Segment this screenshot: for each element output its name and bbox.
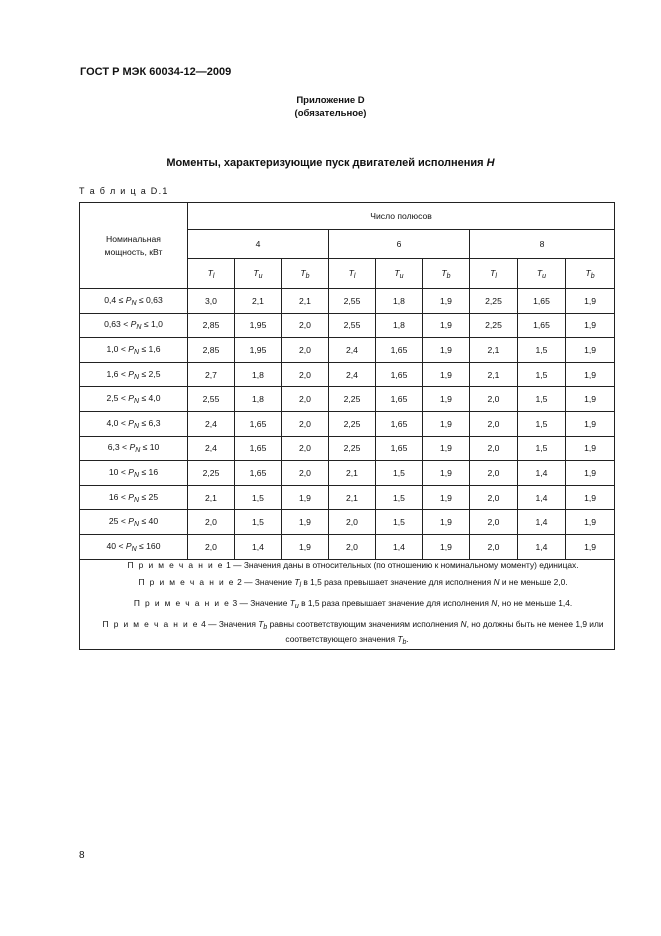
power-op-low: < bbox=[120, 343, 126, 354]
power-symbol: P bbox=[128, 393, 134, 404]
torque-value-cell: 2,0 bbox=[188, 534, 235, 559]
annex-status: (обязательное) bbox=[294, 108, 367, 119]
torque-value-cell: 1,9 bbox=[282, 485, 329, 510]
power-op-low: < bbox=[120, 491, 126, 502]
power-symbol: P bbox=[128, 343, 134, 354]
torque-value-cell: 2,4 bbox=[188, 411, 235, 436]
standard-designation: ГОСТ Р МЭК 60034-12—2009 bbox=[80, 66, 232, 78]
table-row bbox=[80, 362, 615, 387]
torque-header-cell bbox=[470, 259, 518, 289]
torque-value-cell: 1,5 bbox=[376, 485, 423, 510]
torque-header-cell bbox=[329, 259, 376, 289]
poles-value: 6 bbox=[396, 239, 402, 249]
power-subscript: N bbox=[133, 471, 140, 479]
table-row bbox=[80, 485, 615, 510]
torque-header-cell bbox=[566, 259, 615, 289]
torque-value-cell: 2,25 bbox=[188, 461, 235, 486]
torque-subscript: l bbox=[212, 272, 215, 280]
torque-value-cell: 1,9 bbox=[423, 338, 470, 363]
power-symbol: P bbox=[128, 516, 134, 527]
torque-value-cell: 1,9 bbox=[423, 534, 470, 559]
power-high: 1,6 bbox=[148, 343, 161, 354]
torque-value-cell: 2,0 bbox=[470, 387, 518, 412]
power-low: 2,5 bbox=[106, 393, 119, 404]
note-label: П р и м е ч а н и е bbox=[138, 577, 235, 588]
torque-value-cell: 1,9 bbox=[423, 289, 470, 314]
power-op-low: < bbox=[118, 540, 124, 551]
row-header-cell bbox=[80, 203, 188, 289]
torque-symbol: T bbox=[289, 598, 295, 609]
torque-subscript: u bbox=[542, 272, 547, 280]
torque-value-cell: 1,65 bbox=[235, 411, 282, 436]
note-number: 1 bbox=[226, 559, 231, 570]
torque-value-cell: 2,0 bbox=[329, 534, 376, 559]
section-title-text: Моменты, характеризующие пуск двигателей исполнения bbox=[166, 157, 484, 169]
torque-value-cell: 1,5 bbox=[518, 362, 566, 387]
power-op-high: ≤ bbox=[139, 540, 144, 551]
power-high: 16 bbox=[148, 466, 159, 477]
torque-value-cell: 1,9 bbox=[566, 510, 615, 535]
torque-value-cell: 1,65 bbox=[376, 338, 423, 363]
power-subscript: N bbox=[131, 299, 137, 307]
torque-value-cell: 2,55 bbox=[188, 387, 235, 412]
torque-value-cell: 1,9 bbox=[423, 387, 470, 412]
torque-value-cell: 2,25 bbox=[329, 436, 376, 461]
torque-value-cell: 1,65 bbox=[376, 362, 423, 387]
note-text-mid: в 1,5 раза превышает значение для исполнения bbox=[301, 598, 489, 609]
torque-value-cell: 1,4 bbox=[235, 534, 282, 559]
table-row bbox=[80, 411, 615, 436]
torque-value-cell: 1,65 bbox=[235, 461, 282, 486]
note-text-post: , но не меньше 1,4. bbox=[497, 598, 573, 609]
table-row bbox=[80, 338, 615, 363]
torque-value-cell: 1,9 bbox=[423, 485, 470, 510]
torque-value-cell: 1,9 bbox=[423, 411, 470, 436]
torque-value-cell: 1,5 bbox=[518, 436, 566, 461]
torque-value-cell: 2,1 bbox=[235, 289, 282, 314]
note-label: П р и м е ч а н и е bbox=[133, 598, 231, 609]
torque-value-cell: 1,65 bbox=[235, 436, 282, 461]
power-range-cell bbox=[80, 313, 188, 338]
note-text-mid: в 1,5 раза превышает значение для исполнения bbox=[303, 577, 492, 588]
torque-value-cell: 2,25 bbox=[329, 411, 376, 436]
page-number: 8 bbox=[79, 850, 85, 861]
torque-value-cell: 2,55 bbox=[329, 313, 376, 338]
power-op-high: ≤ bbox=[141, 393, 147, 404]
torque-value-cell: 2,0 bbox=[282, 461, 329, 486]
torque-value-cell: 1,4 bbox=[376, 534, 423, 559]
torque-symbol: T bbox=[300, 267, 306, 278]
torque-subscript: u bbox=[399, 272, 404, 280]
torque-value-cell: 1,9 bbox=[566, 485, 615, 510]
note-n3 bbox=[80, 598, 614, 613]
torque-header-cell bbox=[188, 259, 235, 289]
power-range-cell bbox=[80, 362, 188, 387]
note-text-post: , но должны быть не менее 1,9 или соответствующего значения bbox=[285, 618, 604, 644]
note-text-pre: — Значения bbox=[208, 618, 256, 629]
torque-header-cell bbox=[423, 259, 470, 289]
note-n2 bbox=[80, 577, 614, 592]
note-text-post: и не меньше 2,0. bbox=[501, 577, 568, 588]
torque-value-cell: 1,9 bbox=[566, 289, 615, 314]
power-op-high: ≤ bbox=[141, 417, 147, 428]
power-op-low: < bbox=[120, 417, 126, 428]
table-row bbox=[80, 387, 615, 412]
power-op-low: < bbox=[120, 516, 126, 527]
table-row bbox=[80, 289, 615, 314]
torque-subscript: b bbox=[263, 623, 268, 631]
torque-value-cell: 1,65 bbox=[518, 289, 566, 314]
power-op-high: ≤ bbox=[143, 319, 149, 330]
torque-value-cell: 3,0 bbox=[188, 289, 235, 314]
design-letter: N bbox=[493, 577, 500, 588]
torque-symbol: T bbox=[397, 633, 403, 644]
torque-value-cell: 2,1 bbox=[282, 289, 329, 314]
torque-value-cell: 1,65 bbox=[376, 436, 423, 461]
torque-value-cell: 1,9 bbox=[566, 461, 615, 486]
torque-value-cell: 2,0 bbox=[188, 510, 235, 535]
torque-value-cell: 2,1 bbox=[329, 461, 376, 486]
torque-value-cell: 2,25 bbox=[329, 387, 376, 412]
torque-value-cell: 1,8 bbox=[376, 313, 423, 338]
torque-table bbox=[79, 202, 615, 650]
note-label: П р и м е ч а н и е bbox=[127, 559, 224, 570]
poles-header-label: Число полюсов bbox=[370, 211, 432, 221]
torque-value-cell: 1,9 bbox=[423, 313, 470, 338]
torque-value-cell: 2,1 bbox=[470, 362, 518, 387]
power-low: 1,0 bbox=[106, 343, 119, 354]
torque-value-cell: 2,0 bbox=[470, 485, 518, 510]
power-op-high: ≤ bbox=[141, 491, 147, 502]
notes-cell bbox=[80, 559, 615, 649]
torque-symbol: T bbox=[294, 577, 300, 588]
power-subscript: N bbox=[133, 496, 140, 504]
power-low: 16 bbox=[108, 491, 119, 502]
note-text-pre: — Значение bbox=[239, 598, 288, 609]
note-text-end: . bbox=[406, 633, 409, 644]
torque-value-cell: 1,9 bbox=[423, 436, 470, 461]
note-text: — Значения даны в относительных (по отношению к номинальному моменту) единицах. bbox=[233, 559, 579, 570]
torque-subscript: u bbox=[258, 272, 263, 280]
torque-value-cell: 1,4 bbox=[518, 485, 566, 510]
torque-value-cell: 1,5 bbox=[518, 411, 566, 436]
torque-value-cell: 1,9 bbox=[566, 338, 615, 363]
torque-value-cell: 2,0 bbox=[282, 411, 329, 436]
torque-value-cell: 1,9 bbox=[566, 313, 615, 338]
power-subscript: N bbox=[133, 521, 140, 529]
row-header-label: Номинальная мощность, кВт bbox=[104, 233, 163, 257]
power-low: 0,63 bbox=[104, 319, 121, 330]
torque-value-cell: 2,0 bbox=[282, 436, 329, 461]
torque-value-cell: 2,4 bbox=[188, 436, 235, 461]
power-low: 40 bbox=[106, 540, 117, 551]
torque-value-cell: 2,1 bbox=[470, 338, 518, 363]
power-high: 10 bbox=[149, 442, 160, 453]
power-high: 0,63 bbox=[146, 294, 163, 305]
power-symbol: P bbox=[128, 491, 134, 502]
power-low: 1,6 bbox=[106, 368, 119, 379]
torque-header-cell bbox=[376, 259, 423, 289]
power-high: 2,5 bbox=[148, 368, 161, 379]
torque-value-cell: 2,25 bbox=[470, 289, 518, 314]
power-low: 6,3 bbox=[107, 442, 120, 453]
torque-value-cell: 2,4 bbox=[329, 362, 376, 387]
torque-value-cell: 1,65 bbox=[376, 387, 423, 412]
poles-cell bbox=[470, 230, 615, 259]
notes-row bbox=[80, 559, 615, 649]
poles-value: 8 bbox=[539, 239, 545, 249]
torque-header-cell bbox=[235, 259, 282, 289]
torque-value-cell: 1,9 bbox=[282, 534, 329, 559]
power-subscript: N bbox=[131, 545, 137, 553]
torque-header-cell bbox=[518, 259, 566, 289]
torque-value-cell: 2,0 bbox=[282, 362, 329, 387]
power-low: 0,4 bbox=[104, 294, 117, 305]
power-symbol: P bbox=[129, 442, 136, 453]
power-symbol: P bbox=[130, 319, 137, 330]
power-high: 160 bbox=[146, 540, 161, 551]
power-subscript: N bbox=[133, 373, 140, 381]
torque-value-cell: 1,5 bbox=[376, 510, 423, 535]
power-low: 4,0 bbox=[106, 417, 119, 428]
torque-value-cell: 2,0 bbox=[470, 411, 518, 436]
power-op-low: < bbox=[120, 393, 126, 404]
table-row bbox=[80, 534, 615, 559]
power-symbol: P bbox=[128, 417, 134, 428]
torque-value-cell: 2,7 bbox=[188, 362, 235, 387]
table-row bbox=[80, 313, 615, 338]
torque-value-cell: 1,95 bbox=[235, 338, 282, 363]
torque-value-cell: 1,65 bbox=[376, 411, 423, 436]
torque-value-cell: 2,55 bbox=[329, 289, 376, 314]
torque-value-cell: 1,95 bbox=[235, 313, 282, 338]
torque-subscript: b bbox=[402, 638, 407, 646]
torque-symbol: T bbox=[207, 267, 213, 278]
power-low: 25 bbox=[108, 516, 119, 527]
poles-value: 4 bbox=[255, 239, 261, 249]
power-range-cell bbox=[80, 485, 188, 510]
power-range-cell bbox=[80, 411, 188, 436]
torque-symbol: T bbox=[536, 267, 543, 278]
power-high: 4,0 bbox=[148, 393, 161, 404]
torque-symbol: T bbox=[253, 267, 259, 278]
torque-value-cell: 1,9 bbox=[566, 387, 615, 412]
power-range-cell bbox=[80, 387, 188, 412]
torque-value-cell: 2,0 bbox=[282, 338, 329, 363]
power-high: 40 bbox=[148, 516, 159, 527]
torque-value-cell: 2,0 bbox=[470, 534, 518, 559]
torque-value-cell: 2,0 bbox=[282, 387, 329, 412]
power-range-cell bbox=[80, 510, 188, 535]
torque-symbol: T bbox=[258, 618, 264, 629]
torque-value-cell: 2,0 bbox=[282, 313, 329, 338]
note-number: 2 bbox=[237, 577, 242, 588]
torque-value-cell: 1,9 bbox=[423, 461, 470, 486]
table-row bbox=[80, 461, 615, 486]
note-n1 bbox=[80, 560, 614, 572]
torque-value-cell: 1,9 bbox=[566, 362, 615, 387]
section-title-design: H bbox=[486, 157, 495, 169]
torque-value-cell: 2,1 bbox=[329, 485, 376, 510]
torque-value-cell: 2,0 bbox=[470, 436, 518, 461]
torque-symbol: T bbox=[394, 267, 400, 278]
poles-header-cell bbox=[188, 203, 615, 230]
torque-subscript: b bbox=[446, 272, 451, 280]
power-range-cell bbox=[80, 338, 188, 363]
torque-value-cell: 2,85 bbox=[188, 313, 235, 338]
power-op-high: ≤ bbox=[141, 466, 147, 477]
torque-subscript: b bbox=[590, 272, 595, 280]
power-op-high: ≤ bbox=[138, 294, 144, 305]
torque-value-cell: 1,65 bbox=[518, 313, 566, 338]
torque-value-cell: 1,5 bbox=[376, 461, 423, 486]
annex-title: Приложение D bbox=[296, 95, 365, 106]
power-range-cell bbox=[80, 534, 188, 559]
torque-value-cell: 1,9 bbox=[566, 411, 615, 436]
torque-value-cell: 2,25 bbox=[470, 313, 518, 338]
torque-subscript: l bbox=[353, 272, 356, 280]
torque-value-cell: 1,5 bbox=[518, 338, 566, 363]
torque-subscript: l bbox=[299, 582, 302, 590]
torque-value-cell: 2,0 bbox=[470, 461, 518, 486]
torque-value-cell: 2,85 bbox=[188, 338, 235, 363]
power-op-low: < bbox=[120, 466, 126, 477]
note-text-pre: — Значение bbox=[244, 577, 292, 588]
torque-subscript: b bbox=[305, 272, 310, 280]
power-op-low: < bbox=[123, 319, 129, 330]
torque-value-cell: 1,8 bbox=[235, 362, 282, 387]
power-subscript: N bbox=[133, 398, 140, 406]
poles-cell bbox=[329, 230, 470, 259]
torque-value-cell: 2,4 bbox=[329, 338, 376, 363]
torque-value-cell: 1,4 bbox=[518, 510, 566, 535]
power-symbol: P bbox=[125, 294, 132, 305]
power-symbol: P bbox=[128, 466, 134, 477]
power-low: 10 bbox=[108, 466, 119, 477]
power-op-low: ≤ bbox=[118, 294, 124, 305]
power-symbol: P bbox=[128, 368, 134, 379]
power-op-high: ≤ bbox=[141, 343, 147, 354]
power-op-low: < bbox=[122, 442, 128, 453]
torque-value-cell: 1,9 bbox=[282, 510, 329, 535]
table-caption: Т а б л и ц а D.1 bbox=[79, 186, 169, 196]
torque-value-cell: 2,0 bbox=[470, 510, 518, 535]
torque-value-cell: 1,9 bbox=[423, 362, 470, 387]
torque-value-cell: 2,1 bbox=[188, 485, 235, 510]
note-text-mid: равны соответствующим значениям исполнения bbox=[269, 618, 459, 629]
power-op-high: ≤ bbox=[141, 516, 147, 527]
torque-value-cell: 1,5 bbox=[518, 387, 566, 412]
power-range-cell bbox=[80, 289, 188, 314]
power-subscript: N bbox=[133, 422, 140, 430]
torque-value-cell: 1,9 bbox=[566, 436, 615, 461]
note-n4 bbox=[80, 619, 614, 649]
torque-value-cell: 1,8 bbox=[235, 387, 282, 412]
torque-symbol: T bbox=[441, 267, 447, 278]
power-subscript: N bbox=[136, 324, 142, 332]
torque-subscript: l bbox=[495, 272, 497, 280]
torque-value-cell: 1,5 bbox=[235, 510, 282, 535]
power-range-cell bbox=[80, 461, 188, 486]
torque-value-cell: 2,0 bbox=[329, 510, 376, 535]
power-op-high: ≤ bbox=[142, 442, 148, 453]
torque-symbol: T bbox=[585, 267, 591, 278]
torque-value-cell: 1,5 bbox=[235, 485, 282, 510]
note-number: 3 bbox=[232, 598, 238, 609]
annex-heading bbox=[0, 94, 661, 120]
design-letter: N bbox=[460, 618, 467, 629]
torque-header-cell bbox=[282, 259, 329, 289]
power-high: 1,0 bbox=[150, 319, 163, 330]
note-number: 4 bbox=[201, 618, 206, 629]
power-high: 6,3 bbox=[148, 417, 161, 428]
note-label: П р и м е ч а н и е bbox=[102, 618, 199, 629]
torque-value-cell: 1,8 bbox=[376, 289, 423, 314]
power-range-cell bbox=[80, 436, 188, 461]
torque-value-cell: 1,4 bbox=[518, 461, 566, 486]
torque-value-cell: 1,9 bbox=[423, 510, 470, 535]
torque-subscript: u bbox=[294, 603, 299, 611]
power-op-high: ≤ bbox=[141, 368, 147, 379]
power-subscript: N bbox=[135, 447, 141, 455]
torque-value-cell: 1,4 bbox=[518, 534, 566, 559]
table-row bbox=[80, 436, 615, 461]
power-subscript: N bbox=[133, 348, 140, 356]
poles-cell bbox=[188, 230, 329, 259]
power-high: 25 bbox=[148, 491, 159, 502]
design-letter: N bbox=[491, 598, 498, 609]
torque-symbol: T bbox=[348, 267, 354, 278]
power-op-low: < bbox=[120, 368, 126, 379]
power-symbol: P bbox=[125, 540, 132, 551]
torque-value-cell: 1,9 bbox=[566, 534, 615, 559]
section-title bbox=[0, 157, 661, 169]
torque-symbol: T bbox=[490, 267, 496, 278]
table-row bbox=[80, 510, 615, 535]
